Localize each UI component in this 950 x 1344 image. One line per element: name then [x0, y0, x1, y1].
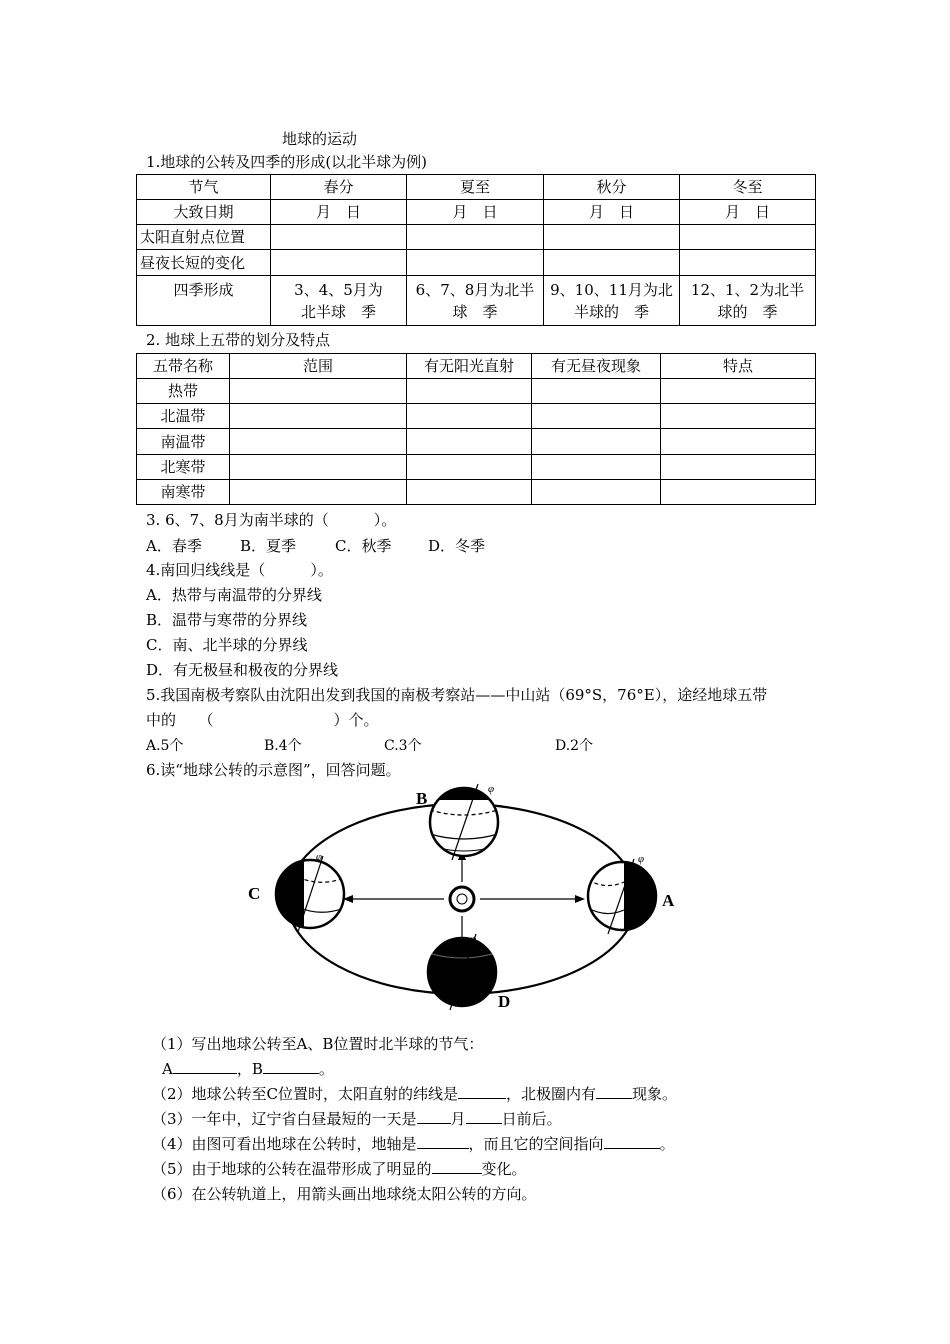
zone-table-header: 五带名称 — [137, 354, 230, 379]
table-cell[interactable] — [661, 480, 816, 505]
sub2-part: ，北极圈内有 — [506, 1085, 597, 1103]
q6-sub5 — [152, 1158, 527, 1179]
cell-line: 半球的 季 — [573, 302, 649, 321]
table-cell: 太阳直射点位置 — [137, 225, 271, 250]
section2-heading: 2. 地球上五带的划分及特点 — [146, 331, 331, 349]
table-cell[interactable] — [532, 429, 661, 455]
q5-option-b[interactable]: B.4个 — [264, 738, 302, 754]
zone-name: 南温带 — [137, 429, 230, 455]
table-cell[interactable] — [271, 276, 407, 326]
cell-line: 球的 季 — [717, 302, 778, 321]
q4-option-c[interactable]: C．南、北半球的分界线 — [146, 636, 308, 654]
zone-name: 北寒带 — [137, 455, 230, 480]
table-cell[interactable] — [271, 250, 407, 276]
table-cell[interactable]: 月 日 — [544, 200, 680, 225]
section1-heading: 1.地球的公转及四季的形成(以北半球为例) — [146, 153, 428, 171]
answer-blank[interactable] — [417, 1109, 451, 1124]
answer-blank[interactable] — [263, 1059, 319, 1074]
q5-option-c[interactable]: C.3个 — [384, 738, 422, 754]
table-cell[interactable] — [230, 379, 407, 404]
zone-name: 北温带 — [137, 404, 230, 429]
sub5-part: （5）由于地球的公转在温带形成了明显的 — [152, 1160, 432, 1178]
table-cell[interactable] — [271, 225, 407, 250]
zone-name: 热带 — [137, 379, 230, 404]
table-cell[interactable] — [680, 276, 816, 326]
q3-stem: 3. 6、7、8月为南半球的（ ）。 — [146, 511, 397, 529]
table-cell[interactable] — [407, 225, 544, 250]
season-table-header: 冬至 — [680, 175, 816, 200]
label-a: A — [662, 891, 675, 910]
table-cell[interactable] — [661, 455, 816, 480]
zone-table-header: 范围 — [230, 354, 407, 379]
table-cell[interactable] — [661, 404, 816, 429]
table-cell[interactable] — [544, 276, 680, 326]
q3-option-a[interactable]: A．春季 — [146, 537, 202, 555]
q4-option-b[interactable]: B．温带与寒带的分界线 — [146, 611, 308, 629]
q3-option-d[interactable]: D．冬季 — [428, 537, 486, 555]
answer-blank[interactable] — [432, 1159, 482, 1174]
cell-line: 6、7、8月为北半 — [415, 280, 535, 299]
table-cell[interactable] — [407, 250, 544, 276]
label-b: B — [416, 789, 428, 808]
q6-sub6: （6）在公转轨道上，用箭头画出地球绕太阳公转的方向。 — [152, 1185, 537, 1203]
season-table-header: 夏至 — [407, 175, 544, 200]
q4-option-d[interactable]: D．有无极昼和极夜的分界线 — [146, 661, 339, 679]
q5-stem-line2: 中的 （ ）个。 — [146, 711, 379, 729]
q6-sub1-line2 — [162, 1058, 334, 1079]
table-cell[interactable]: 月 日 — [680, 200, 816, 225]
table-cell[interactable] — [230, 455, 407, 480]
cell-line: 12、1、2为北半 — [690, 280, 805, 299]
zone-name: 南寒带 — [137, 480, 230, 505]
q5-stem-line1: 5.我国南极考察队由沈阳出发到我国的南极考察站——中山站（69°S，76°E），途经地球五带 — [146, 686, 768, 704]
cell-line: 3、4、5月为 — [294, 280, 383, 299]
answer-blank[interactable] — [458, 1084, 506, 1099]
season-table-header: 春分 — [271, 175, 407, 200]
table-cell[interactable] — [532, 455, 661, 480]
q5-option-d[interactable]: D.2个 — [555, 738, 594, 754]
page-title: 地球的运动 — [282, 130, 358, 148]
cell-line: 9、10、11月为北 — [550, 280, 673, 299]
table-cell[interactable] — [532, 404, 661, 429]
sub2-part: 现象。 — [632, 1085, 678, 1103]
q3-option-b[interactable]: B．夏季 — [240, 537, 297, 555]
earth-b-icon — [428, 784, 500, 860]
table-cell: 昼夜长短的变化 — [137, 250, 271, 276]
q3-option-c[interactable]: C．秋季 — [335, 537, 392, 555]
table-cell: 四季形成 — [137, 276, 271, 326]
sub3-part: （3）一年中，辽宁省白昼最短的一天是 — [152, 1110, 417, 1128]
table-cell: 大致日期 — [137, 200, 271, 225]
axis-symbol: φ — [638, 853, 645, 865]
answer-blank[interactable] — [417, 1134, 469, 1149]
q4-option-a[interactable]: A．热带与南温带的分界线 — [146, 586, 322, 604]
season-table — [136, 174, 816, 326]
table-cell[interactable] — [407, 480, 532, 505]
sub1-separator: ，B — [236, 1060, 263, 1078]
table-cell[interactable] — [680, 225, 816, 250]
axis-symbol: φ — [316, 851, 323, 863]
label-c: C — [248, 884, 261, 903]
sub4-part: （4）由图可看出地球在公转时，地轴是 — [152, 1135, 417, 1153]
table-cell[interactable] — [407, 276, 544, 326]
answer-blank[interactable] — [596, 1084, 632, 1099]
earth-a-icon — [588, 859, 658, 934]
zone-table-header: 有无阳光直射 — [407, 354, 532, 379]
zone-table-header: 特点 — [661, 354, 816, 379]
sub3-part: 月 — [450, 1110, 466, 1128]
q5-option-a[interactable]: A.5个 — [146, 738, 184, 754]
table-cell[interactable]: 月 日 — [271, 200, 407, 225]
season-table-header: 节气 — [137, 175, 271, 200]
cell-line: 北半球 季 — [300, 302, 376, 321]
axis-symbol: φ — [488, 783, 495, 795]
table-cell[interactable] — [680, 250, 816, 276]
sub1-end: 。 — [318, 1060, 334, 1078]
table-cell[interactable] — [230, 404, 407, 429]
table-cell[interactable] — [407, 455, 532, 480]
table-cell[interactable] — [407, 404, 532, 429]
sub4-part: 。 — [659, 1135, 675, 1153]
answer-blank[interactable] — [466, 1109, 502, 1124]
table-cell[interactable] — [544, 250, 680, 276]
q6-sub2 — [152, 1083, 677, 1104]
table-cell[interactable] — [544, 225, 680, 250]
cell-line: 球 季 — [452, 302, 498, 321]
table-cell[interactable] — [407, 379, 532, 404]
zone-table — [136, 353, 816, 505]
answer-blank[interactable] — [173, 1059, 237, 1074]
earth-c-icon — [276, 856, 344, 932]
table-cell[interactable] — [230, 480, 407, 505]
table-cell[interactable]: 月 日 — [407, 200, 544, 225]
sub5-part: 变化。 — [481, 1160, 527, 1178]
sub2-part: （2）地球公转至C位置时，太阳直射的纬线是 — [152, 1085, 459, 1103]
season-table-header: 秋分 — [544, 175, 680, 200]
table-cell[interactable] — [407, 429, 532, 455]
table-cell[interactable] — [661, 379, 816, 404]
answer-blank[interactable] — [604, 1134, 660, 1149]
q6-stem: 6.读“地球公转的示意图”，回答问题。 — [146, 761, 401, 779]
table-cell[interactable] — [532, 379, 661, 404]
orbit-diagram — [240, 782, 680, 1017]
q6-sub3 — [152, 1108, 562, 1129]
q4-stem: 4.南回归线线是（ ）。 — [146, 561, 333, 579]
zone-table-header: 有无昼夜现象 — [532, 354, 661, 379]
axis-symbol: φ — [470, 933, 477, 945]
sub1-a-label: A — [162, 1060, 173, 1078]
q6-sub1-line1: （1）写出地球公转至A、B位置时北半球的节气： — [152, 1035, 484, 1053]
q6-sub4 — [152, 1133, 675, 1154]
label-d: D — [498, 992, 511, 1011]
sub3-part: 日前后。 — [501, 1110, 562, 1128]
table-cell[interactable] — [230, 429, 407, 455]
sub4-part: ，而且它的空间指向 — [468, 1135, 604, 1153]
table-cell[interactable] — [661, 429, 816, 455]
table-cell[interactable] — [532, 480, 661, 505]
earth-d-icon — [428, 934, 496, 1010]
